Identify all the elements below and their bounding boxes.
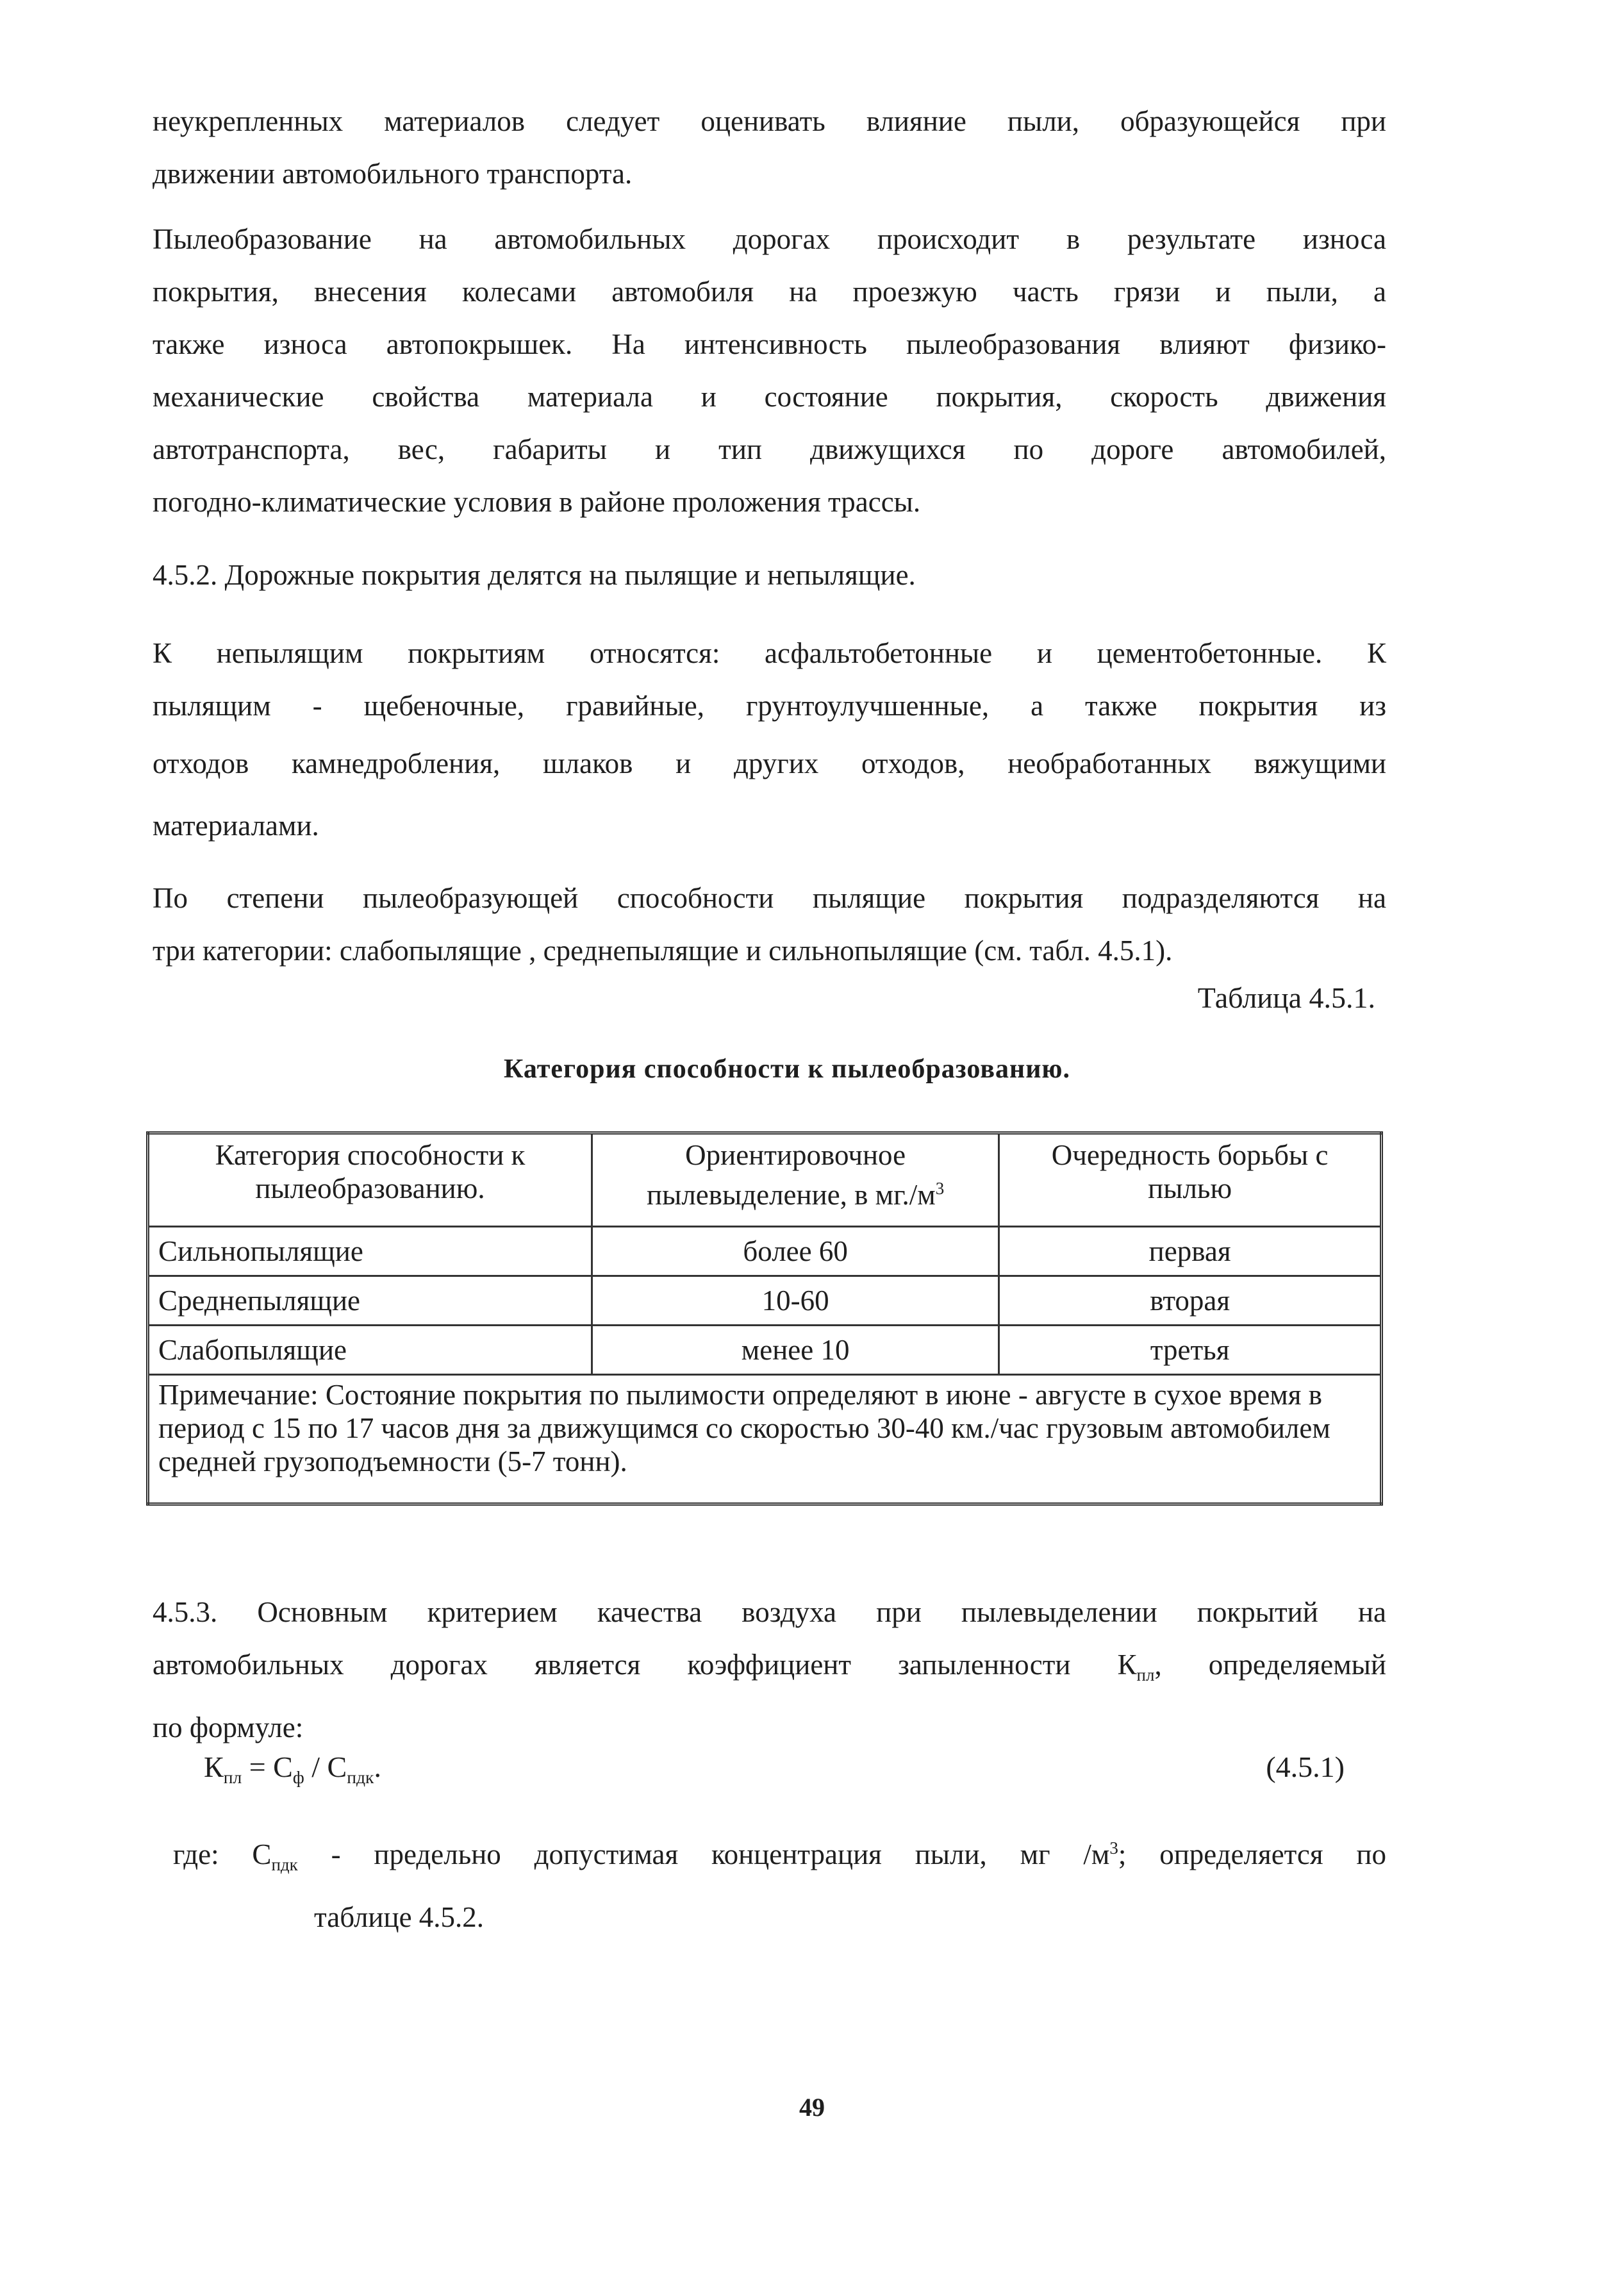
text-line: [153, 1638, 1386, 1701]
cell-category: Среднепылящие: [148, 1276, 592, 1326]
text-line: отходов камнедробления, шлаков и других отходов, необработанных вяжущими: [153, 747, 1386, 779]
text-line: неукрепленных материалов следует оценивать влияние пыли, образующейся при: [153, 105, 1386, 137]
page-number: 49: [799, 2093, 825, 2122]
paragraph-section-4-5-3: [153, 1586, 1386, 1754]
text-fragment: , определяемый: [1154, 1649, 1386, 1681]
cell-emission: более 60: [592, 1227, 999, 1276]
text-line: материалами.: [153, 810, 319, 842]
dust-category-table: [146, 1131, 1383, 1506]
formula-number: (4.5.1): [1266, 1751, 1345, 1783]
table-row: [148, 1276, 1382, 1326]
text-line: Пылеобразование на автомобильных дорогах происходит в результате износа: [153, 223, 1386, 255]
table-note: Примечание: Состояние покрытия по пылимости определяют в июне - августе в сухое время в период с 15 по 17 часов дня за движущимся со скоростью 30-40 км./час грузовым автомобилем средней грузоподъемности (5-7 тонн).: [148, 1375, 1382, 1504]
text-line: 4.5.2. Дорожные покрытия делятся на пылящие и непылящие.: [153, 559, 916, 591]
cell-category: Слабопылящие: [148, 1326, 592, 1375]
table-header-row: [148, 1133, 1382, 1227]
paragraph-dust-formation: [153, 213, 1386, 528]
text-fragment: автомобильных дорогах является коэффициент запыленности К: [153, 1649, 1137, 1681]
text-line: автотранспорта, вес, габариты и тип движущихся по дороге автомобилей,: [153, 433, 1386, 465]
text-line: погодно-климатические условия в районе проложения трассы.: [153, 486, 921, 518]
cell-priority: третья: [999, 1326, 1382, 1375]
cell-emission: 10-60: [592, 1276, 999, 1326]
table-row: [148, 1326, 1382, 1375]
cell-category: Сильнопылящие: [148, 1227, 592, 1276]
text-line: По степени пылеобразующей способности пылящие покрытия подразделяются на: [153, 882, 1386, 914]
text-line: где: $С_{пдк}$ - предельно допустимая концентрация пыли, мг $/м^3$; определяется по: [173, 1838, 1386, 1874]
cell-priority: вторая: [999, 1276, 1382, 1326]
paragraph-coverings: [153, 627, 1386, 856]
text-line: К непылящим покрытиям относятся: асфальтобетонные и цементобетонные. К: [153, 637, 1386, 669]
text-line: таблице 4.5.2.: [314, 1901, 485, 1933]
text-line: пылящим - щебеночные, гравийные, грунтоулучшенные, а также покрытия из: [153, 690, 1386, 722]
formula-4-5-1: $К_{пл} = С_ф / С_{пдк}$.: [204, 1751, 381, 1788]
table-caption: Таблица 4.5.1.: [1197, 981, 1375, 1014]
table-note-row: [148, 1375, 1382, 1504]
k-subscript: пл: [1136, 1665, 1155, 1685]
cell-emission: менее 10: [592, 1326, 999, 1375]
text-line: механические свойства материала и состояние покрытия, скорость движения: [153, 381, 1386, 413]
formula-explanation: [173, 1822, 1386, 1943]
cell-priority: первая: [999, 1227, 1382, 1276]
text-line: по формуле:: [153, 1711, 304, 1743]
paragraph-intro: [153, 95, 1386, 200]
text-line: три категории: слабопылящие , среднепылящие и сильнопылящие (см. табл. 4.5.1).: [153, 935, 1173, 967]
table-title: Категория способности к пылеобразованию.: [503, 1054, 1071, 1084]
header-category: Категория способности к пылеобразованию.: [148, 1133, 592, 1227]
text-line: также износа автопокрышек. На интенсивность пылеобразования влияют физико-: [153, 328, 1386, 360]
text-line: покрытия, внесения колесами автомобиля на проезжую часть грязи и пыли, а: [153, 276, 1386, 308]
text-line: 4.5.3. Основным критерием качества воздуха при пылевыделении покрытий на: [153, 1596, 1386, 1628]
paragraph-categories: [153, 872, 1386, 977]
paragraph-section-4-5-2: [153, 549, 1386, 601]
table-row: [148, 1227, 1382, 1276]
header-priority: Очередность борьбы с пылью: [999, 1133, 1382, 1227]
header-dust-emission: Ориентировочное пылевыделение, в $мг./м^3$: [592, 1133, 999, 1227]
text-line: движении автомобильного транспорта.: [153, 158, 633, 190]
